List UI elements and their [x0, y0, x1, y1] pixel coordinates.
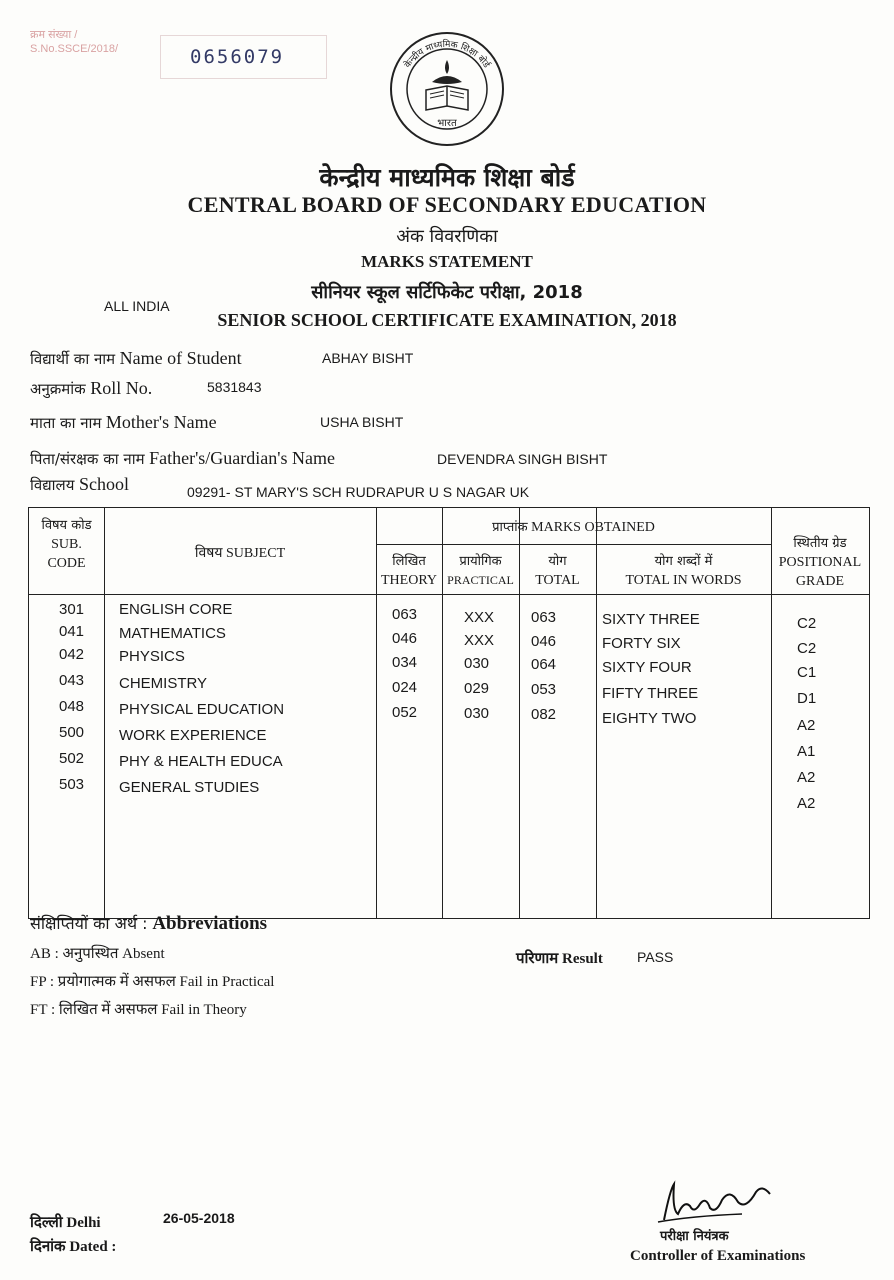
header-sub-code: विषय कोड SUB. CODE: [41, 518, 92, 571]
region-label: ALL INDIA: [104, 298, 170, 314]
row-subject: PHYSICAL EDUCATION: [119, 701, 285, 718]
row-code: 502: [59, 750, 85, 767]
row-grade: A2: [797, 717, 816, 734]
serial-label-english: S.No.SSCE/2018/: [30, 43, 119, 55]
logo-bottom-text: भारत: [437, 118, 457, 129]
row-grade: C2: [797, 640, 817, 657]
row-grade: A1: [797, 743, 816, 760]
abbr-fail-theory: FT : लिखित में असफल Fail in Theory: [30, 1002, 247, 1018]
row-practical: 030: [464, 705, 490, 722]
row-practical: 030: [464, 655, 490, 672]
header-theory: लिखित THEORY: [381, 554, 437, 588]
header-practical: प्रायोगिक PRACTICAL: [447, 554, 514, 587]
row-grade: C1: [797, 664, 817, 681]
signature-icon: [652, 1170, 782, 1230]
row-theory: 052: [392, 704, 418, 721]
row-subject: CHEMISTRY: [119, 675, 208, 692]
date-value: 26-05-2018: [163, 1210, 235, 1226]
row-theory: 063: [392, 606, 418, 623]
row-total-words: SIXTY FOUR: [602, 659, 692, 676]
serial-number: 0656079: [190, 46, 285, 68]
controller-label-english: Controller of Examinations: [630, 1248, 806, 1264]
roll-label: अनुक्रमांक Roll No.: [30, 378, 153, 398]
row-code: 500: [59, 724, 85, 741]
row-practical: XXX: [464, 632, 495, 649]
row-total-words: FIFTY THREE: [602, 685, 699, 702]
student-name-value: ABHAY BISHT: [322, 350, 414, 366]
row-total: 053: [531, 681, 557, 698]
dated-label: दिनांक Dated :: [30, 1239, 117, 1255]
school-value: 09291- ST MARY'S SCH RUDRAPUR U S NAGAR UK: [187, 484, 530, 500]
header-total: योग TOTAL: [535, 554, 580, 588]
row-subject: GENERAL STUDIES: [119, 779, 260, 796]
mother-name-value: USHA BISHT: [320, 414, 404, 430]
board-name-english: CENTRAL BOARD OF SECONDARY EDUCATION: [187, 192, 707, 217]
row-total: 046: [531, 633, 557, 650]
roll-value: 5831843: [207, 379, 262, 395]
row-code: 041: [59, 623, 85, 640]
flame-icon: [445, 60, 449, 74]
header-subject: विषय SUBJECT: [194, 546, 286, 561]
cbse-logo-icon: [388, 30, 506, 148]
row-grade: C2: [797, 615, 817, 632]
row-total-words: EIGHTY TWO: [602, 710, 697, 727]
row-theory: 024: [392, 679, 418, 696]
school-label: विद्यालय School: [30, 474, 129, 494]
row-theory: 034: [392, 654, 418, 671]
row-theory: 046: [392, 630, 418, 647]
row-subject: WORK EXPERIENCE: [119, 727, 267, 744]
student-name-label: विद्यार्थी का नाम Name of Student: [30, 348, 242, 368]
header-total-in-words: योग शब्दों में TOTAL IN WORDS: [625, 554, 742, 588]
header-positional-grade: स्थितीय ग्रेड POSITIONAL GRADE: [778, 536, 862, 589]
abbreviations-title: संक्षिप्तियों का अर्थ : Abbreviations: [30, 913, 268, 934]
father-name-value: DEVENDRA SINGH BISHT: [437, 451, 608, 467]
document-title-english: MARKS STATEMENT: [361, 252, 533, 271]
row-subject: PHYSICS: [119, 648, 185, 665]
board-name-hindi: केन्द्रीय माध्यमिक शिक्षा बोर्ड: [319, 163, 575, 192]
abbr-absent: AB : अनुपस्थित Absent: [30, 946, 165, 962]
place-label: दिल्ली Delhi: [30, 1215, 101, 1231]
row-subject: PHY & HEALTH EDUCA: [119, 753, 283, 770]
row-subject: ENGLISH CORE: [119, 601, 233, 618]
serial-label: [30, 28, 118, 56]
row-code: 503: [59, 776, 85, 793]
document-title-hindi: अंक विवरणिका: [396, 226, 498, 247]
controller-label-hindi: परीक्षा नियंत्रक: [660, 1229, 729, 1244]
exam-title-hindi: सीनियर स्कूल सर्टिफिकेट परीक्षा, 2018: [311, 282, 583, 303]
exam-title-english: SENIOR SCHOOL CERTIFICATE EXAMINATION, 2018: [217, 310, 677, 330]
row-total: 082: [531, 706, 557, 723]
row-practical: 029: [464, 680, 490, 697]
row-total: 063: [531, 609, 557, 626]
row-total-words: FORTY SIX: [602, 635, 681, 652]
row-code: 042: [59, 646, 85, 663]
row-practical: XXX: [464, 609, 495, 626]
row-code: 043: [59, 672, 85, 689]
row-grade: D1: [797, 690, 817, 707]
row-total-words: SIXTY THREE: [602, 611, 700, 628]
row-code: 048: [59, 698, 85, 715]
marks-table: [28, 507, 870, 919]
header-marks-obtained: प्राप्तांक MARKS OBTAINED: [492, 520, 655, 535]
father-name-label: पिता/संरक्षक का नाम Father's/Guardian's Name: [30, 448, 336, 468]
mother-name-label: माता का नाम Mother's Name: [30, 412, 217, 432]
lamp-icon: [432, 76, 462, 84]
row-subject: MATHEMATICS: [119, 625, 226, 642]
logo-arc-text: केन्द्रीय माध्यमिक शिक्षा बोर्ड: [403, 39, 492, 70]
row-code: 301: [59, 601, 85, 618]
abbr-fail-practical: FP : प्रयोगात्मक में असफल Fail in Practical: [30, 974, 275, 990]
result-label: परिणाम Result: [516, 949, 603, 967]
row-grade: A2: [797, 795, 816, 812]
row-grade: A2: [797, 769, 816, 786]
result-value: PASS: [637, 949, 674, 965]
row-total: 064: [531, 656, 557, 673]
serial-label-hindi: क्रम संख्या /: [30, 29, 78, 41]
